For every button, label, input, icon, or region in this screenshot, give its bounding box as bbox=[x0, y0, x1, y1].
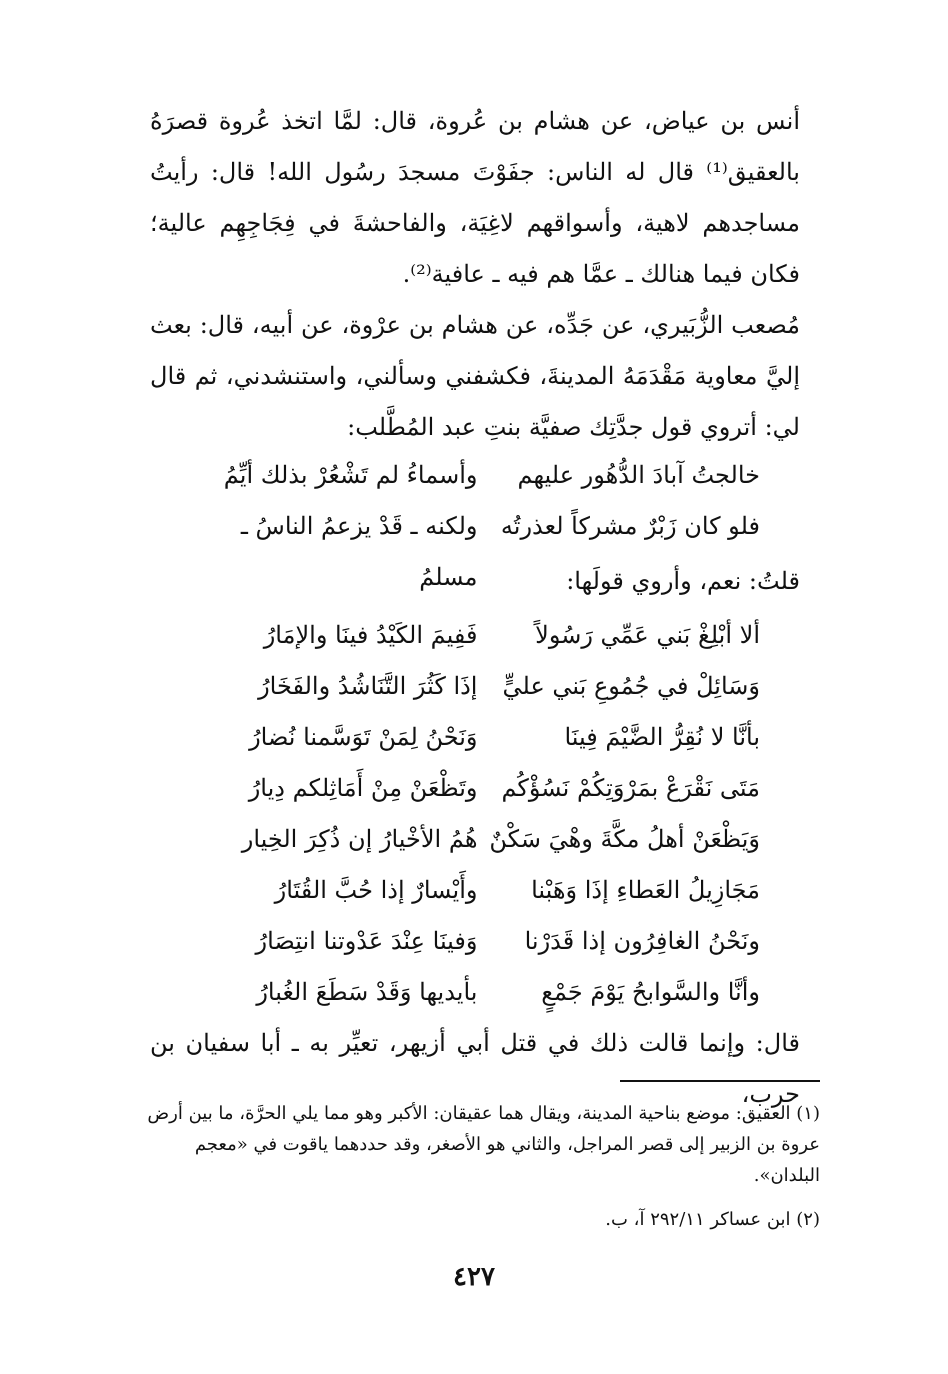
verse-line bbox=[150, 865, 800, 916]
verse-first-hemistich: وأنَّا والسَّوابحُ يَوْمَ جَمْعٍ bbox=[541, 978, 760, 1006]
verse-line bbox=[150, 450, 800, 501]
verse-second-hemistich: وَنَحْنُ لِمَنْ تَوَسَّمنا نُضارُ bbox=[249, 723, 478, 751]
verse-second-hemistich: وَفينَا عِنْدَ عَدْوتنا انتِصَارُ bbox=[255, 927, 478, 955]
verse-second-hemistich: ولكنه ـ قَدْ يزعمُ الناسُ ـ مسلمُ bbox=[240, 512, 478, 591]
verse-block-second bbox=[150, 610, 800, 1018]
footnote-1: (١) العقيق: موضع بناحية المدينة، ويقال هما عقيقان: الأكبر وهو مما يلي الحرَّة، ما بين أرض عروة بن الزبير إلى قصر المراجل، والثاني هو الأصغر، وقد حددهما ياقوت في «معجم البلدان». bbox=[147, 1103, 820, 1186]
verse-line bbox=[150, 814, 800, 865]
verse-second-hemistich: بأيديها وَقَدْ سَطَعَ الغُبارُ bbox=[256, 978, 478, 1006]
verse-first-hemistich: وَيَظْعَنْ أهلُ مكَّةَ وهْيَ سَكْنٌ bbox=[489, 825, 760, 853]
paragraph-musab: مُصعب الزُّبَيري، عن جَدِّه، عن هشام بن عرْوة، عن أبيه، قال: بعث إليَّ معاوية مَقْدَمَهُ المدينةَ، فكشفني وسألني، واستنشدني، ثم قال لي: أتروي قول جدَّتِك صفيَّة بنتِ عبد المُطَّلب: bbox=[150, 311, 800, 441]
verse-line bbox=[150, 712, 800, 763]
verse-first-hemistich: فلو كان زَبْرٌ مشركاً لعذرتُه bbox=[500, 512, 760, 540]
paragraph-urwa: أنس بن عياض، عن هشام بن عُروة، قال: لمَّا اتخذ عُروة قصرَهُ بالعقيق⁽¹⁾ قال له الناس: جفَوْتَ مسجدَ رسُول الله! قال: رأيتُ مساجدهم لاهية، وأسواقهم لاغِيَة، والفاحشةَ في فِجَاجِهِم عالية؛ فكان فيما هنالك ـ عمَّا هم فيه ـ عافية⁽²⁾. bbox=[150, 107, 800, 288]
paragraph-reply: قلتُ: نعم، وأروي قولَها: bbox=[566, 567, 800, 595]
verse-second-hemistich: وأسماءُ لم تَشْعُرْ بذلك أيِّمُ bbox=[223, 461, 478, 489]
footnote-2: (٢) ابن عساكر ٢٩٢/١١ آ، ب. bbox=[605, 1209, 820, 1230]
verse-second-hemistich: إذَا كَثُرَ التَّنَاشُدُ والفَخَارُ bbox=[258, 672, 478, 700]
verse-line bbox=[150, 661, 800, 712]
verse-line bbox=[150, 610, 800, 661]
verse-first-hemistich: ألا أبْلِغْ بَني عَمِّي رَسُولاً bbox=[535, 621, 760, 649]
verse-first-hemistich: مَتَى نَقْرَعْ بمَرْوَتِكُمْ نَسُؤْكُم bbox=[501, 774, 760, 802]
verse-line bbox=[150, 916, 800, 967]
verse-first-hemistich: بأنَّا لا نُقِرُّ الضَّيْمَ فِينَا bbox=[564, 723, 760, 751]
verse-first-hemistich: ونَحْنُ الغافِرُون إذا قَدَرْنا bbox=[524, 927, 760, 955]
verse-first-hemistich: مَجَازِيلُ العَطاءِ إذَا وَهَبْنا bbox=[531, 876, 760, 904]
footnote-divider bbox=[620, 1080, 820, 1082]
verse-second-hemistich: فَفِيمَ الكَيْدُ فينَا والإمَارُ bbox=[263, 621, 478, 649]
verse-line bbox=[150, 967, 800, 1018]
verse-second-hemistich: وأَيْسارٌ إذا حُبَّ القُتَارُ bbox=[274, 876, 478, 904]
verse-line bbox=[150, 763, 800, 814]
verse-second-hemistich: وتَظْعَنْ مِنْ أَمَاثِلكم دِيارُ bbox=[248, 774, 478, 802]
verse-first-hemistich: خالجتُ آبادَ الدُّهُور عليهم bbox=[517, 461, 760, 489]
paragraph-closing: قال: وإنما قالت ذلك في قتل أبي أزيهر، تعيِّر به ـ أبا سفيان بن حرب، bbox=[150, 1029, 800, 1108]
verse-first-hemistich: وَسَائِلْ في جُمُوعِ بَني عليٍّ bbox=[502, 672, 760, 700]
verse-second-hemistich: هُمُ الأخْيارُ إن ذُكِرَ الخِيار bbox=[241, 825, 478, 853]
page-number: ٤٢٧ bbox=[453, 1262, 495, 1292]
